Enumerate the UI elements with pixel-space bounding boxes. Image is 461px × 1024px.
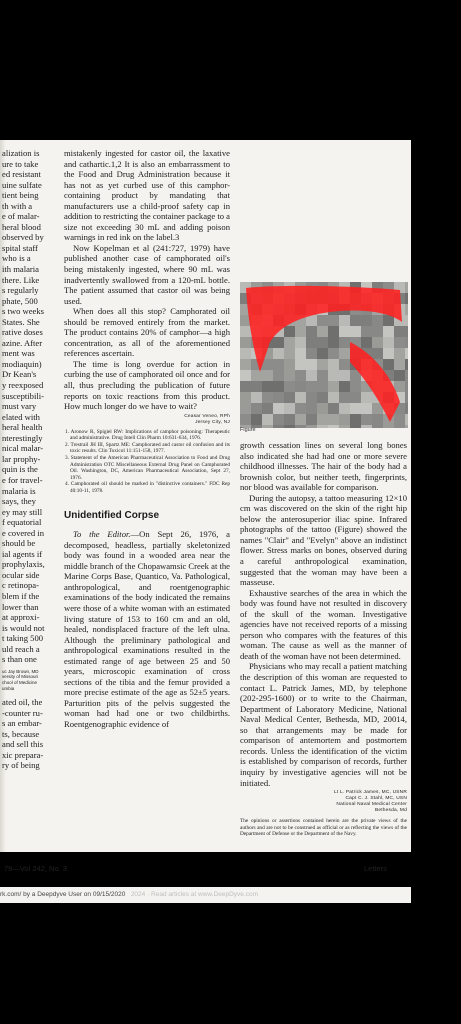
left-column-line: ure to take [2, 158, 39, 169]
left-column-line: s an embar- [2, 718, 42, 729]
left-column-line: e covered in [2, 527, 44, 538]
left-column-line: spital staff [2, 242, 38, 253]
left-column-line: susceptibili- [2, 390, 45, 401]
camphor-references [64, 429, 230, 495]
left-column-line: States. She [2, 316, 40, 327]
left-column-line: s regularly [2, 285, 39, 296]
left-column-line: uld reach a [2, 643, 40, 654]
left-column-line: Dr Kean's [2, 369, 37, 380]
download-stamp [0, 887, 461, 903]
left-column-line: observed by [2, 232, 44, 243]
left-column-line: must vary [2, 401, 37, 412]
download-stamp-text: rk.com/ by a Deepdyve User on 09/15/2020 [0, 891, 126, 898]
reference-item: 4. Camphorated oil should be marked in "distinctive containers." FDC Rep 40:10-11, 1978. [65, 481, 230, 495]
unidentified-corpse-heading: Unidentified Corpse [64, 509, 160, 521]
left-column-line: nterestingly [2, 432, 43, 443]
left-column-line: should be [2, 538, 36, 549]
left-column-line: there. Like [2, 274, 40, 285]
left-column-line: modiaquin) [2, 358, 42, 369]
left-column-line: blem if the [2, 590, 40, 601]
left-column-line: heral blood [2, 221, 41, 232]
corpse-letter-p4: Exhaustive searches of the area in which the body was found have not resulted in discovery of the skull of the woman. Investigative agencies have not received reports of a missing person who compares with the features of this woman. The cause as well as the manner of death of the woman have not been determined. [240, 587, 407, 661]
corpse-letter-p5: Physicians who may recall a patient matching the description of this woman are requested to contact L. Patrick James, MD, by telephone (202-295-1600) or to write to the Chairman, Department of Laboratory Medicine, National Naval Medical Center, Bethesda, MD, 20014, so that arrangements may be made for comparison of antemortem and postmortem records. Unless the identification of the victim is established by comparison of records, further inquiry by investigative agencies will not be initiated. [240, 661, 407, 788]
middle-column [64, 148, 230, 730]
left-column-line: and sell this [2, 739, 44, 750]
right-column [240, 440, 407, 838]
camphor-letter-p4: The time is long overdue for action in curbing the use of camphorated oil once and for all, thus precluding the publication of future reports on toxic reactions from this product. How much longer do we have to wait? [64, 358, 230, 412]
left-column-line: ry of being [2, 760, 40, 771]
disclaimer-note: The opinions or assertions contained herein are the private views of the authors and are not to be construed as official or as reflecting the views of the Department of Defense or the Department of the Navy. [240, 818, 407, 838]
left-column-line: ocular side [2, 569, 40, 580]
left-column-line: ated oil, the [2, 697, 43, 708]
left-column-line: s than one [2, 654, 37, 665]
left-column-line: rative doses [2, 327, 43, 338]
redaction-mosaic [240, 282, 408, 428]
left-column-line: ts, because [2, 728, 40, 739]
left-column-line: uine sulfate [2, 179, 42, 190]
left-column-line: heral health [2, 422, 43, 433]
left-column-line: th with a [2, 200, 33, 211]
left-column-line: -counter ru- [2, 707, 43, 718]
left-column-line: lower than [2, 601, 39, 612]
left-column-line: xic prepara- [2, 749, 44, 760]
tattoo-figure-redacted [240, 282, 408, 428]
document-page [0, 140, 461, 852]
camphor-letter-p1: mistakenly ingested for castor oil, the laxative and cathartic.1,2 It is also an embarrassment to the Food and Drug Administration because it has not as yet curbed use of this camphor-containing product by mandating that manufacturers use a child-proof safety cap in addition to restricting the container package to a size not exceeding 30 mL and adding poison warnings in red ink on the label.3 [64, 148, 230, 243]
left-column-line: e for travel- [2, 474, 43, 485]
corpse-letter-signature: Lt L. Patrick James, MC, USNR Capt C. J. Stahl, MC, USN National Naval Medical Center Bethesda, Md [334, 790, 407, 814]
left-column-line: e of malar- [2, 211, 40, 222]
left-column-line: y reexposed [2, 380, 44, 391]
left-column-line: elated with [2, 411, 40, 422]
left-column-line: f equatorial [2, 517, 42, 528]
footer-volume: 79—Vol 242, No. 3 [4, 864, 67, 873]
camphor-letter-signature: Ceasar Veneo, RPh Jersey City, NJ [184, 413, 230, 425]
left-column-line: ed resistant [2, 169, 41, 180]
reference-item: 3. Statement of the American Pharmaceutical Association to Food and Drug Administration OTC Miscellaneous External Drug Panel on Camphorated Oil. Washington, DC, American Pharmaceutical Association, Sept 27, 1976. [65, 455, 230, 481]
left-column [2, 148, 64, 771]
corpse-letter-p3: During the autopsy, a tattoo measuring 12×10 cm was discovered on the skin of the right hip below the anterosuperior iliac spine. Infrared photographs of the tattoo (Figure) showed the names "Clair" and "Evelyn" above an indistinct flower. Stress marks on bones, observed during a careful anthropological examination, suggested that the woman may have been a masseuse. [240, 492, 407, 588]
left-column-line: nical malar- [2, 443, 44, 454]
left-column-line: is would not [2, 622, 45, 633]
left-column-line: c retinopa- [2, 580, 39, 591]
left-column-line: t taking 500 [2, 633, 44, 644]
camphor-letter-p2: Now Kopelman et al (241:727, 1979) have published another case of camphorated oil's being mistakenly ingested, where 90 mL was inadvertently swallowed from a 120-mL bottle. The patient assumed that castor oil was being used. [64, 242, 230, 306]
left-column-line: who is a [2, 253, 31, 264]
left-column-line: azine. After [2, 337, 43, 348]
reference-item: 1. Aronow R, Spigiel RW: Implications of camphor poisoning: Therapeutic and administrative. Drug Intell Clin Pharm 10:631-634, 1976. [65, 428, 230, 442]
figure-caption: Figure [240, 427, 256, 433]
left-column-line: s two weeks [2, 306, 45, 317]
left-column-line: quin is the [2, 464, 38, 475]
left-column-line: prophylaxis, [2, 559, 45, 570]
download-stamp-faint: 2024 · Read articles at www.DeepDyve.com [130, 891, 258, 898]
left-column-line: tient being [2, 190, 39, 201]
left-column-line: ial agents if [2, 548, 43, 559]
left-column-line: ey may still [2, 506, 43, 517]
left-column-line: alization is [2, 148, 40, 158]
corpse-letter-p1: To the Editor.—On Sept 26, 1976, a decomposed, headless, partially skeletonized body was found in a wooded area near the middle branch of the Chopawamsic Creek at the Marine Corps Base, Quantico, Va. Pathological, anthropological, and roentgenographic examinations of the body indicated the remains were those of a white woman with an estimated living stature of 153 to 160 cm and an old, healed, nondisplaced fracture of the left ulna. Although the preliminary pathological and anthropological examinations resulted in the estimated range of age between 25 and 50 years, microscopic examination of cross sections of the tibia and the femur provided a more precise estimate of the age as 52±5 years. Parturition pits of the pelvis suggested the woman had had one or two childbirths. Roentgenographic evidence of [64, 529, 230, 729]
left-column-line: lar prophy- [2, 453, 41, 464]
footer-section: Letters [364, 864, 387, 873]
reference-item: 2. Trestrail JH III, Spartz ME: Camphorated and castor oil confusion and its toxic results. Clin Toxicol 11:151-158, 1977. [65, 441, 230, 455]
left-column-signature: uc Jay Brown, MD versity of Missouri chool of Medicine umbia [2, 668, 39, 691]
left-column-line: at approxi- [2, 612, 40, 623]
left-column-line: phate, 500 [2, 295, 38, 306]
left-column-line: ment was [2, 348, 35, 359]
left-column-line: malaria is [2, 485, 36, 496]
right-dark-margin [411, 140, 461, 903]
left-column-line: ith malaria [2, 264, 39, 275]
corpse-letter-p2: growth cessation lines on several long bones also indicated she had had one or more severe childhood illnesses. The hair of the body had a brownish color, but neither teeth, fingerprints, nor blood was available for comparison. [240, 440, 407, 493]
left-column-line: says, they [2, 496, 36, 507]
camphor-letter-p3: When does all this stop? Camphorated oil should be removed entirely from the market. The product contains 20% of camphor—a high concentration, as all of the aforementioned references ascertain. [64, 306, 230, 359]
